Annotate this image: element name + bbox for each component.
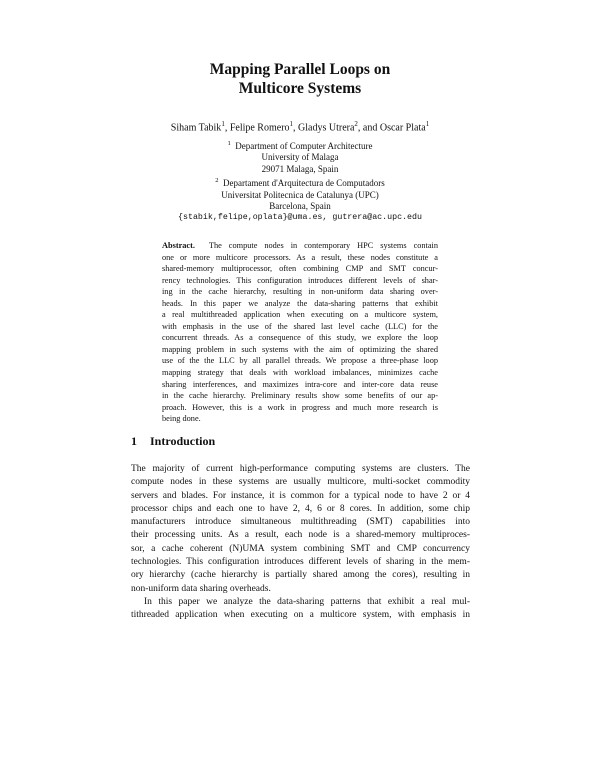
abstract-line (162, 240, 438, 252)
body-line: The majority of current high-performance computing systems are clusters. The (131, 464, 470, 474)
title-line-1: Mapping Parallel Loops on (209, 61, 391, 78)
affiliation-line: 29071 Malaga, Spain (261, 163, 339, 174)
abstract (162, 240, 438, 425)
section-number: 1 (131, 434, 137, 448)
abstract-line: use of the the LLC by all parallel threads. We propose a three-phase loop (162, 356, 438, 366)
title-line-2: Multicore Systems (238, 80, 362, 97)
abstract-label: Abstract. (162, 241, 195, 250)
author-affiliation-mark: 1 (289, 120, 294, 128)
abstract-line: heads. In this paper we analyze the data-sharing patterns that exhibit (162, 298, 438, 308)
affiliation-line: Barcelona, Spain (269, 201, 331, 212)
abstract-line: sharing interferences, and maximizes intra-core and inter-core data reuse (162, 379, 438, 389)
abstract-line: with emphasis in the use of the shared last level cache (LLC) for the (162, 321, 438, 331)
abstract-text: The compute nodes in contemporary HPC systems contain (208, 241, 438, 250)
body-line: ory hierarchy (cache hierarchy is partially shared among the cores), resulting in (131, 570, 470, 581)
author-name: Felipe Romero (229, 122, 290, 134)
paper-title (0, 60, 600, 98)
body-line: processor chips and each one to have 2, 4, 6 or 8 cores. In addition, some chip (131, 503, 470, 514)
body-line: their processing units. As a result, each node is a shared-memory multiproces- (131, 530, 470, 541)
affiliation-line (0, 138, 600, 152)
abstract-line: concurrent threads. As a consequence of this study, we explore the loop (162, 333, 438, 343)
author-name: Oscar Plata (379, 122, 426, 134)
section-heading-introduction (131, 434, 215, 449)
affiliation-text: Department of Computer Architecture (235, 141, 373, 151)
abstract-line: shared-memory multiprocessor, often combining CMP and SMT concur- (162, 264, 438, 274)
author-affiliation-mark: 2 (354, 120, 358, 128)
affiliation-line (0, 175, 600, 189)
introduction-body (131, 463, 470, 623)
author-emails: {stabik,felipe,oplata}@uma.es, gutrera@ac.upc.edu (178, 213, 422, 223)
body-line: compute nodes in these systems are usually multicore, multi-socket commodity (131, 477, 470, 488)
author-affiliation-mark: 1 (425, 120, 430, 128)
affiliation-text: Departament d'Arquitectura de Computadors (222, 178, 385, 189)
body-line: non-uniform data sharing overheads. (131, 583, 271, 594)
body-line: manufacturers introduce simultaneous multithreading (SMT) capabilities into (131, 517, 470, 528)
author-separator: , (293, 122, 299, 134)
abstract-line: rency technologies. This configuration introduces different levels of shar- (162, 275, 438, 285)
author-separator: , (224, 122, 230, 134)
author-name: Gladys Utrera (298, 122, 355, 134)
body-line: sor, a cache coherent (N)UMA system combining SMT and CMP concurrency (131, 543, 470, 554)
abstract-line: in the cache hierarchy. Preliminary results show some benefits of our ap- (162, 391, 438, 401)
author-affiliation-mark: 1 (221, 120, 225, 128)
affiliations (0, 138, 600, 224)
abstract-line: proach. However, this is a work in progress and much more research is (162, 402, 438, 412)
affiliation-line: University of Malaga (261, 152, 339, 163)
abstract-line: ing in the cache hierarchy, resulting in non-uniform data sharing over- (162, 287, 438, 297)
body-line: In this paper we analyze the data-sharing patterns that exhibit a real mul- (144, 596, 470, 607)
section-title: Introduction (150, 434, 216, 448)
affiliation-mark: 2 (215, 177, 219, 185)
abstract-line: being done. (162, 414, 201, 424)
abstract-line: one or more multicore processors. As a result, these nodes constitute a (162, 252, 438, 262)
body-line: tithreaded application when executing on a multicore system, with emphasis in (131, 610, 470, 621)
affiliation-mark: 1 (227, 140, 231, 147)
body-line: technologies. This configuration introduces different levels of sharing in the mem- (131, 557, 470, 568)
body-line: servers and blades. For instance, it is common for a typical node to have 2 or 4 (131, 490, 470, 501)
abstract-line: mapping strategy that deals with workload imbalances, minimizes cache (162, 368, 438, 378)
abstract-line: a real multithreaded application when executing on a multicore system, (162, 310, 438, 320)
author-name: Siham Tabik (170, 122, 222, 134)
affiliation-line: Universitat Politecnica de Catalunya (UPC) (221, 189, 379, 200)
author-list (0, 118, 600, 134)
author-separator: , and (357, 122, 380, 134)
abstract-line: mapping problem in such systems with the aim of optimizing the shared (162, 344, 438, 354)
